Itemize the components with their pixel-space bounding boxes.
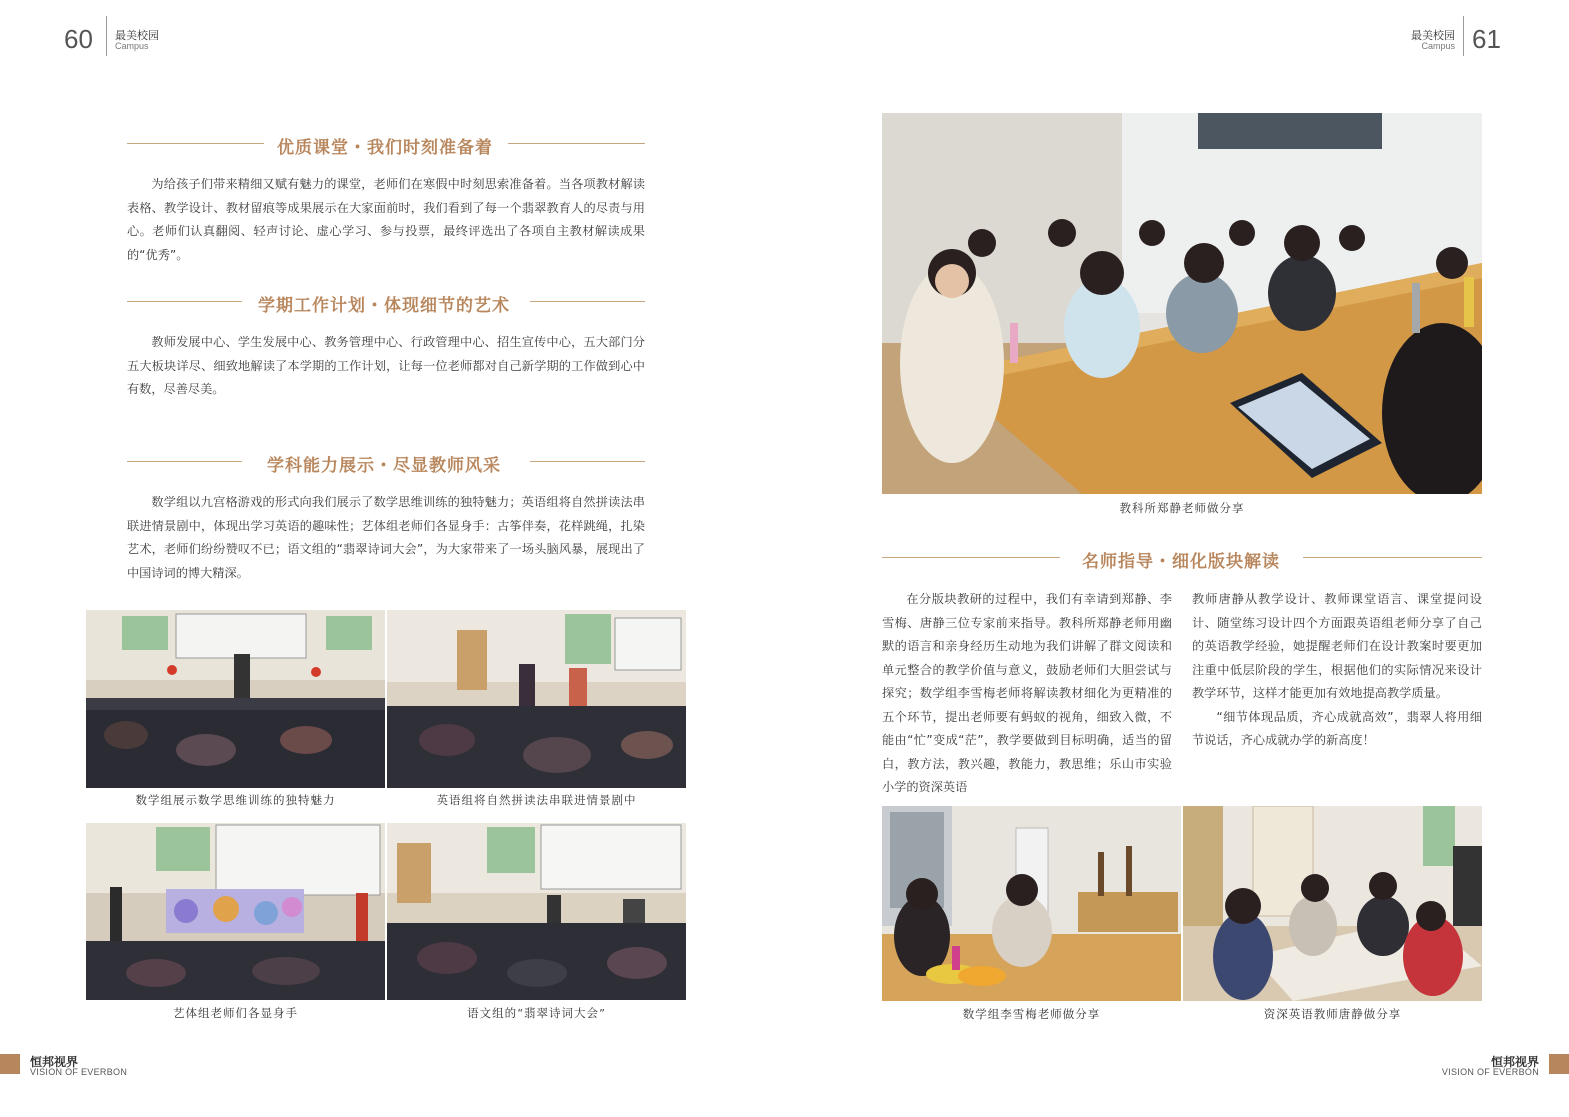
left-header-subtitle: Campus (115, 41, 149, 51)
section-title-quality-class: 优质课堂・我们时刻准备着 (277, 138, 493, 158)
header-divider (106, 16, 107, 56)
section-title-master-guidance: 名师指导・细化版块解读 (1082, 552, 1280, 572)
paragraph: “细节体现品质，齐心成就高效”，翡翠人将用细节说话，齐心成就办学的新高度！ (1192, 709, 1482, 747)
section-rule-left (127, 461, 242, 462)
photo-tang-jing (1183, 806, 1482, 1001)
paragraph: 数学组以九宫格游戏的形式向我们展示了数学思维训练的独特魅力；英语组将自然拼读法串联进情景剧中，体现出学习英语的趣味性；艺体组老师们各显身手：古筝伴奏，花样跳绳，扎染艺术，老师们纷纷赞叹不已；语文组的“翡翠诗词大会”，为大家带来了一场头脑风暴，展现出了中国诗词的博大精深。 (127, 495, 645, 580)
section-rule-left (882, 557, 1060, 558)
photo-math-group (86, 610, 385, 788)
section-rule-right (530, 461, 645, 462)
section-rule-right (530, 301, 645, 302)
right-header-subtitle: Campus (1421, 41, 1455, 51)
section-rule-right (1303, 557, 1482, 558)
right-footer-subtitle: VISION OF EVERBON (1441, 1067, 1539, 1077)
photo-caption: 数学组李雪梅老师做分享 (962, 1007, 1101, 1021)
photo-caption: 艺体组老师们各显身手 (173, 1006, 298, 1020)
section-rule-left (127, 143, 264, 144)
section-rule-left (127, 301, 242, 302)
photo-arts-group (86, 823, 385, 1000)
section-title-subject-ability: 学科能力展示・尽显教师风采 (267, 456, 501, 476)
left-page-number: 60 (64, 24, 93, 54)
photo-caption: 资深英语教师唐静做分享 (1263, 1007, 1402, 1021)
paragraph: 教师发展中心、学生发展中心、教务管理中心、行政管理中心、招生宣传中心，五大部门分五大板块详尽、细致地解读了本学期的工作计划，让每一位老师都对自己新学期的工作做到心中有数，尽善尽美。 (127, 335, 645, 396)
section-title-work-plan: 学期工作计划・体现细节的艺术 (258, 296, 510, 316)
paragraph: 为给孩子们带来精细又赋有魅力的课堂，老师们在寒假中时刻思索准备着。当各项教材解读表格、教学设计、教材留痕等成果展示在大家面前时，我们看到了每一个翡翠教育人的尽责与用心。老师们认真翻阅、轻声讨论、虚心学习、参与投票，最终评选出了各项自主教材解读成果的“优秀”。 (127, 177, 645, 262)
right-header-title: 最美校园 (1411, 29, 1455, 42)
photo-chinese-group (387, 823, 686, 1000)
footer-tab (0, 1054, 20, 1074)
photo-li-xuemei (882, 806, 1181, 1001)
right-page-number: 61 (1472, 24, 1501, 54)
article-column-1 (882, 588, 1172, 800)
left-header-title: 最美校园 (115, 29, 159, 42)
section-rule-right (508, 143, 645, 144)
photo-caption: 数学组展示数学思维训练的独特魅力 (135, 793, 336, 807)
section-body-subject-ability (127, 491, 645, 585)
photo-english-group (387, 610, 686, 788)
paragraph: 教师唐静从教学设计、教师课堂语言、课堂提问设计、随堂练习设计四个方面跟英语组老师分享了自己的英语教学经验，她提醒老师们在设计教案时要更加注重中低层阶段的学生，根据他们的实际情况来设计教学环节，这样才能更加有效地提高教学质量。 (1192, 592, 1482, 700)
footer-tab (1549, 1054, 1569, 1074)
left-footer-title: 恒邦视界 (30, 1055, 79, 1069)
photo-caption: 语文组的“翡翠诗词大会” (467, 1006, 606, 1020)
right-footer-title: 恒邦视界 (1490, 1055, 1539, 1069)
photo-meeting-zheng-jing (882, 113, 1482, 494)
photo-caption: 教科所郑静老师做分享 (1119, 501, 1245, 515)
left-footer-subtitle: VISION OF EVERBON (30, 1067, 128, 1077)
header-divider (1463, 16, 1464, 56)
photo-caption: 英语组将自然拼读法串联进情景剧中 (436, 793, 637, 807)
section-body-quality-class (127, 173, 645, 267)
section-body-work-plan (127, 331, 645, 402)
paragraph: 在分版块教研的过程中，我们有幸请到郑静、李雪梅、唐静三位专家前来指导。教科所郑静老师用幽默的语言和亲身经历生动地为我们讲解了群文阅读和单元整合的教学价值与意义，鼓励老师们大胆尝试与探究；数学组李雪梅老师将解读教材细化为更精准的五个环节，提出老师要有蚂蚁的视角，细致入微，不能由“忙”变成“茫”，教学要做到目标明确，适当的留白，教方法，教兴趣，教能力，教思维；乐山市实验小学的资深英语 (882, 592, 1172, 794)
article-column-2 (1192, 588, 1482, 753)
